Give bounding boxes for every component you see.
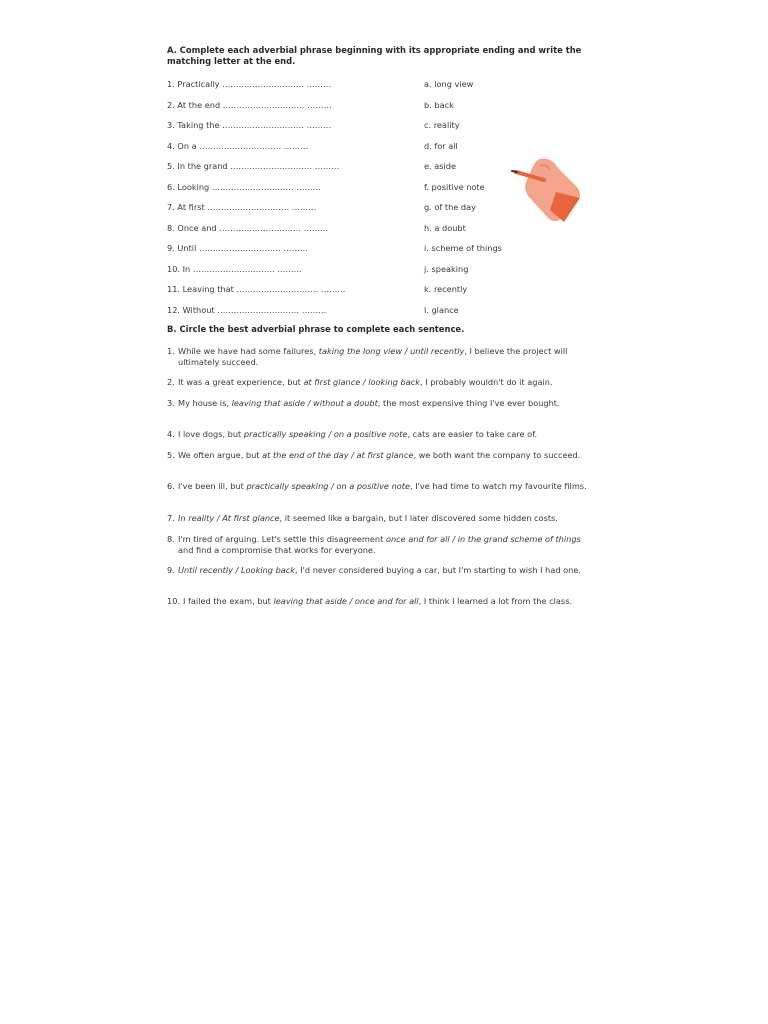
phrase-ending: d. for all (424, 140, 458, 151)
option-1: practically speaking (243, 429, 326, 439)
phrase-ending: l. glance (424, 304, 459, 315)
phrase-beginning: 1. Practically ………………………… ……… (167, 79, 332, 89)
phrase-ending: e. aside (424, 161, 457, 171)
phrase-beginning: 9. Until ………………………… ……… (167, 243, 308, 253)
phrase-beginning: 7. At first ………………………… ……… (167, 202, 317, 212)
phrase-ending: c. reality (424, 120, 460, 130)
phrase-beginning: 12. Without ………………………… ……… (167, 304, 327, 315)
sentence-item: 10. I failed the exam, but leaving that aside / once and for all, I think I learned a lot from the class. (167, 596, 573, 606)
phrase-ending: f. positive note (424, 181, 485, 192)
option-1: In reality (178, 513, 215, 523)
matching-row (167, 242, 597, 256)
option-2: once and for all (354, 596, 419, 606)
hand-writing-icon (510, 152, 584, 226)
phrase-beginning: 11. Leaving that ………………………… ……… (167, 284, 346, 294)
matching-row (167, 304, 597, 318)
phrase-ending: b. back (424, 99, 454, 110)
option-1: practically speaking (246, 481, 329, 491)
matching-row (167, 263, 597, 277)
option-1: at the end of the day (262, 450, 349, 460)
phrase-beginning: 10. In ………………………… ……… (167, 263, 302, 274)
option-2: at first glance (356, 450, 414, 460)
matching-row (167, 119, 597, 133)
sentence-item: 9. Until recently / Looking back, I'd never considered buying a car, but I'm starting to wish I had one. (167, 565, 581, 575)
option-1: at first glance (303, 377, 361, 387)
phrase-ending: g. of the day (424, 202, 476, 212)
phrase-beginning: 8. Once and ………………………… ……… (167, 222, 329, 233)
phrase-ending: k. recently (424, 284, 468, 294)
phrase-ending: a. long view (424, 79, 474, 89)
matching-row (167, 283, 597, 297)
section-b-heading: B. Circle the best adverbial phrase to complete each sentence. (167, 324, 465, 334)
sentence-item: 8. I'm tired of arguing. Let's settle this disagreement once and for all / in the grand scheme of things and find a compromise that works for everyone. (167, 534, 581, 555)
option-2: until recently (410, 346, 465, 356)
option-1: taking the long view (318, 346, 403, 356)
sentence-item: 1. While we have had some failures, taking the long view / until recently, I believe the project will ultimately succeed. (167, 346, 568, 367)
sentence-item: 3. My house is, leaving that aside / without a doubt, the most expensive thing I've ever bought. (167, 398, 560, 408)
phrase-beginning: 2. At the end ………………………… ……… (167, 99, 332, 110)
option-1: Until recently (178, 565, 234, 575)
matching-row (167, 78, 597, 92)
phrase-beginning: 3. Taking the ………………………… ……… (167, 120, 332, 130)
option-2: in the grand scheme of things (457, 534, 581, 544)
sentence-item: 2. It was a great experience, but at first glance / looking back, I probably wouldn't do it again. (167, 377, 553, 387)
section-a-heading: A. Complete each adverbial phrase beginning with its appropriate ending and write the matching letter at the end. (167, 45, 582, 66)
option-2: At first glance (222, 513, 280, 523)
option-1: once and for all (385, 534, 450, 544)
option-1: leaving that aside (273, 596, 347, 606)
phrase-beginning: 6. Looking ………………………… ……… (167, 181, 321, 192)
phrase-ending: h. a doubt (424, 222, 466, 233)
option-2: Looking back (240, 565, 296, 575)
option-2: on a positive note (336, 481, 411, 491)
phrase-ending: i. scheme of things (424, 243, 502, 253)
option-2: on a positive note (333, 429, 408, 439)
sentence-item: 4. I love dogs, but practically speaking / on a positive note, cats are easier to take care of. (167, 429, 538, 439)
option-1: leaving that aside (231, 398, 306, 408)
sentence-item: 5. We often argue, but at the end of the day / at first glance, we both want the company to succeed. (167, 450, 581, 460)
sentence-item: 7. In reality / At first glance, it seemed like a bargain, but I later discovered some hidden costs. (167, 513, 558, 523)
sentence-item: 6. I've been ill, but practically speaking / on a positive note, I've had time to watch my favourite films. (167, 481, 587, 491)
phrase-beginning: 4. On a ………………………… ……… (167, 140, 309, 151)
phrase-beginning: 5. In the grand ………………………… ……… (167, 161, 340, 171)
matching-row (167, 99, 597, 113)
option-2: looking back (368, 377, 420, 387)
option-2: without a doubt (313, 398, 378, 408)
phrase-ending: j. speaking (424, 263, 469, 274)
